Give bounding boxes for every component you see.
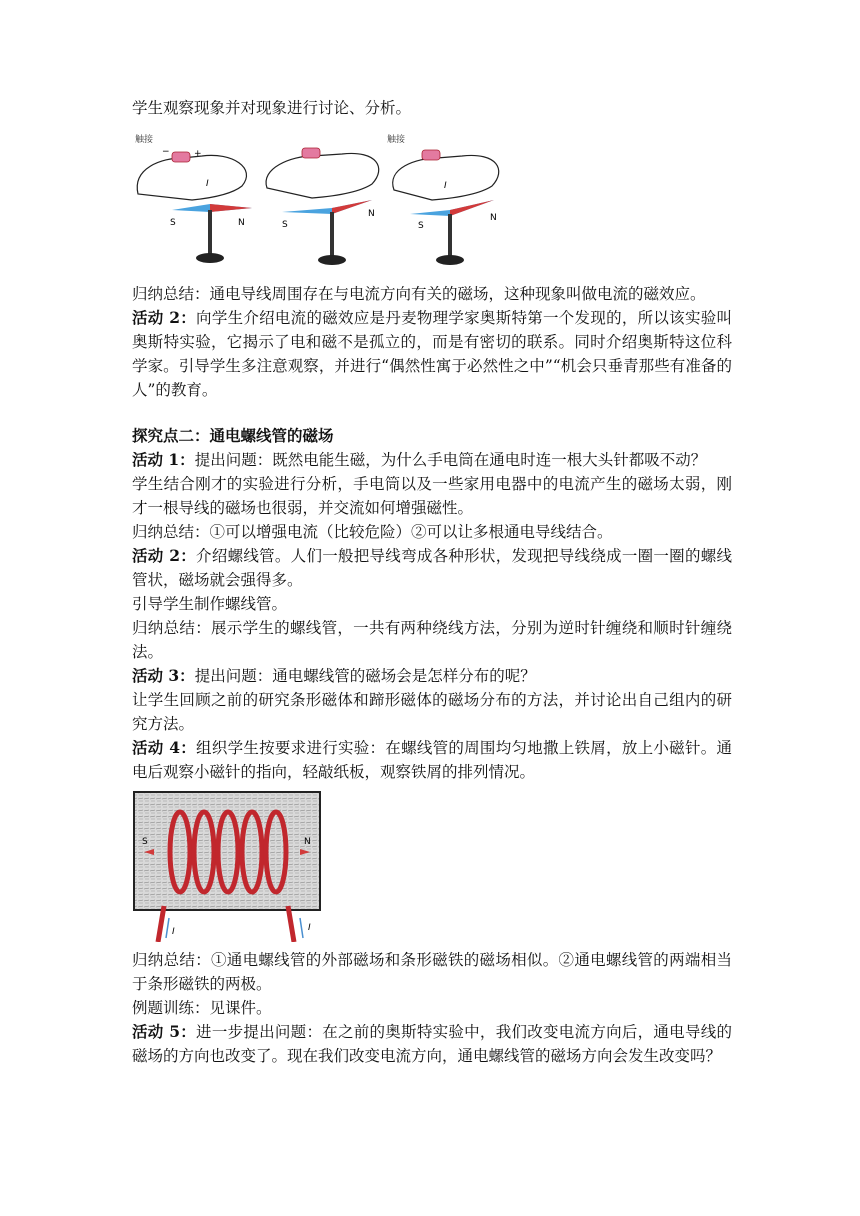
needle-north-icon	[332, 200, 372, 214]
activity-text: 提出问题：既然电能生磁，为什么手电筒在通电时连一根大头针都吸不动？	[194, 451, 707, 469]
paragraph: 引导学生制作螺线管。	[132, 595, 288, 613]
paragraph: 归纳总结：通电导线周围存在与电流方向有关的磁场，这种现象叫做电流的磁效应。	[132, 285, 706, 303]
north-label: N	[490, 213, 497, 223]
paragraph: 例题训练：见课件。	[132, 999, 272, 1017]
paragraph	[132, 1020, 732, 1068]
activity-label: 活动 3：	[132, 666, 195, 685]
paragraph: 归纳总结：展示学生的螺线管，一共有两种绕线方法，分别为逆时针缠绕和顺时针缠绕法。	[132, 619, 732, 661]
current-arrow-up-icon	[166, 918, 169, 938]
paragraph: 归纳总结：①可以增强电流（比较危险）②可以让多根通电导线结合。	[132, 523, 613, 541]
paragraph: 学生观察现象并对现象进行讨论、分析。	[132, 99, 412, 117]
activity-label: 活动 2：	[132, 308, 197, 327]
solenoid-iron-filings-figure	[132, 790, 322, 942]
activity-text: 提出问题：通电螺线管的磁场会是怎样分布的呢？	[194, 667, 536, 685]
paragraph: 归纳总结：①通电螺线管的外部磁场和条形磁铁的磁场相似。②通电螺线管的两端相当于条形磁铁的两极。	[132, 951, 732, 993]
south-label: S	[170, 218, 176, 228]
oersted-experiment-figure	[132, 128, 512, 274]
lead-wire-right	[288, 906, 294, 942]
current-label: I	[206, 179, 209, 189]
section-heading: 探究点二：通电螺线管的磁场	[132, 426, 334, 445]
activity-text: 进一步提出问题：在之前的奥斯特实验中，我们改变电流方向后，通电导线的磁场的方向也改变了。现在我们改变电流方向，通电螺线管的磁场方向会发生改变吗？	[132, 1023, 732, 1065]
south-label: S	[142, 837, 148, 847]
north-label: N	[304, 837, 311, 847]
stand-icon	[196, 253, 224, 263]
paragraph	[132, 664, 732, 688]
activity-label: 活动 1：	[132, 450, 195, 469]
activity-text: 介绍螺线管。人们一般把导线弯成各种形状，发现把导线绕成一圈一圈的螺线管状，磁场就会强得多。	[132, 547, 732, 589]
paragraph	[132, 544, 732, 592]
activity-label: 活动 4：	[132, 738, 197, 757]
needle-south-icon	[282, 200, 372, 214]
paragraph	[132, 448, 732, 472]
current-label: I	[308, 923, 311, 933]
current-label: I	[444, 181, 447, 191]
battery-icon	[302, 148, 320, 158]
needle-north-icon	[210, 204, 252, 212]
paragraph	[132, 736, 732, 784]
current-arrow-down-icon	[300, 918, 303, 938]
oersted-panel-1	[135, 133, 252, 263]
activity-label: 活动 5：	[132, 1022, 197, 1041]
south-label: S	[418, 221, 424, 231]
south-label: S	[282, 220, 288, 230]
oersted-panel-3	[387, 133, 499, 265]
activity-text: 组织学生按要求进行实验：在螺线管的周围均匀地撒上铁屑，放上小磁针。通电后观察小磁针的指向，轻敲纸板，观察铁屑的排列情况。	[132, 739, 732, 781]
document-page	[132, 96, 732, 1068]
activity-label: 活动 2：	[132, 546, 197, 565]
north-label: N	[238, 218, 245, 228]
battery-icon	[172, 152, 190, 162]
oersted-panel-2	[266, 148, 379, 265]
minus-label: −	[162, 147, 170, 157]
activity-text: 向学生介绍电流的磁效应是丹麦物理学家奥斯特第一个发现的，所以该实验叫奥斯特实验，它揭示了电和磁不是孤立的，而是有密切的联系。同时介绍奥斯特这位科学家。引导学生多注意观察，并进行“偶然性寓于必然性之中”“机会只垂青那些有准备的人”的教育。	[132, 309, 732, 399]
lead-wire-left	[158, 906, 164, 942]
paragraph: 学生结合刚才的实验进行分析，手电筒以及一些家用电器中的电流产生的磁场太弱，刚才一根导线的磁场也很弱，并交流如何增强磁性。	[132, 475, 732, 517]
paragraph	[132, 306, 732, 402]
current-label: I	[172, 927, 175, 937]
touch-label: 触接	[135, 135, 154, 145]
needle-north-icon	[450, 200, 494, 216]
north-label: N	[368, 209, 375, 219]
stand-icon	[318, 255, 346, 265]
paragraph: 让学生回顾之前的研究条形磁体和蹄形磁体的磁场分布的方法，并讨论出自己组内的研究方法。	[132, 691, 732, 733]
plus-label: +	[194, 149, 202, 159]
touch-label: 触接	[387, 135, 406, 145]
battery-icon	[422, 150, 440, 160]
stand-icon	[436, 255, 464, 265]
